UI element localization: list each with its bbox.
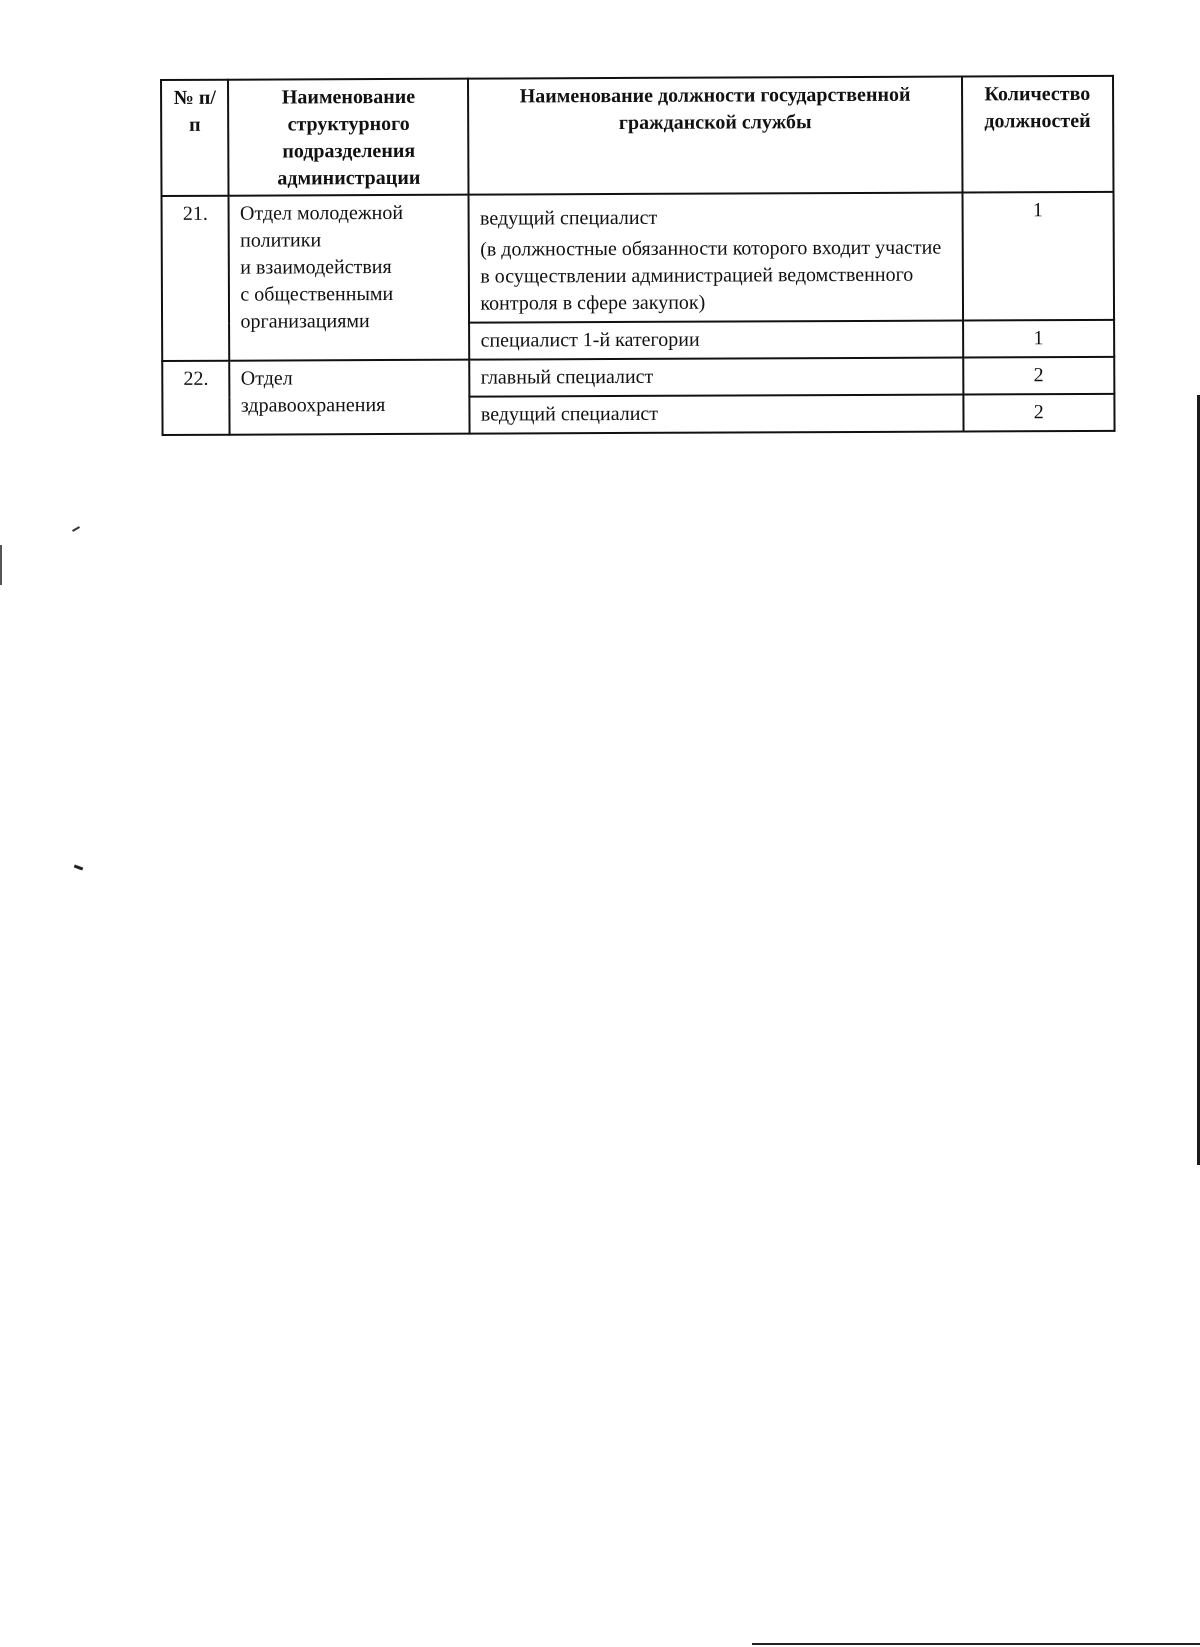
scan-edge-artifact (0, 545, 2, 585)
position-count: 2 (963, 394, 1115, 432)
header-count: Количество должностей (962, 76, 1114, 193)
table-header-row (161, 76, 1113, 196)
position-cell (470, 357, 963, 396)
position-cell (470, 394, 963, 433)
table-row (162, 192, 1115, 324)
scan-speck (74, 865, 83, 871)
unit-name-line: Отдел молодежной (239, 201, 404, 225)
row-number: 21. (162, 196, 230, 361)
unit-name-line: Отдел (240, 367, 293, 390)
position-count: 2 (963, 357, 1115, 395)
header-unit: Наименование структурного подразделения администрации (228, 79, 468, 196)
unit-name-line: политики (240, 229, 322, 252)
position-title: ведущий специалист (479, 206, 658, 230)
position-title: специалист 1-й категории (480, 328, 700, 352)
unit-name (230, 360, 470, 435)
unit-name-line: и взаимодействия (240, 255, 392, 279)
unit-name-line: организациями (240, 310, 370, 333)
scan-edge-artifact (752, 1643, 1200, 1645)
header-num: № п/п (161, 80, 229, 196)
position-count: 1 (962, 192, 1114, 321)
table-row (162, 357, 1114, 398)
position-note: (в должностные обязанности которого входит участие в осуществлении администрацией ведомственного контроля в сфере закупок) (480, 236, 942, 315)
position-title: ведущий специалист (480, 402, 659, 426)
position-cell (469, 320, 962, 359)
positions-table (160, 75, 1116, 436)
scan-speck (72, 526, 80, 532)
unit-name-line: с общественными (240, 282, 394, 306)
position-count: 1 (963, 320, 1115, 358)
unit-name-line: здравоохранения (240, 394, 386, 417)
position-title: главный специалист (480, 365, 654, 389)
header-position: Наименование должности государственной гражданской службы (468, 77, 962, 195)
row-number: 22. (162, 361, 230, 435)
unit-name (229, 195, 470, 361)
position-cell (469, 193, 963, 323)
